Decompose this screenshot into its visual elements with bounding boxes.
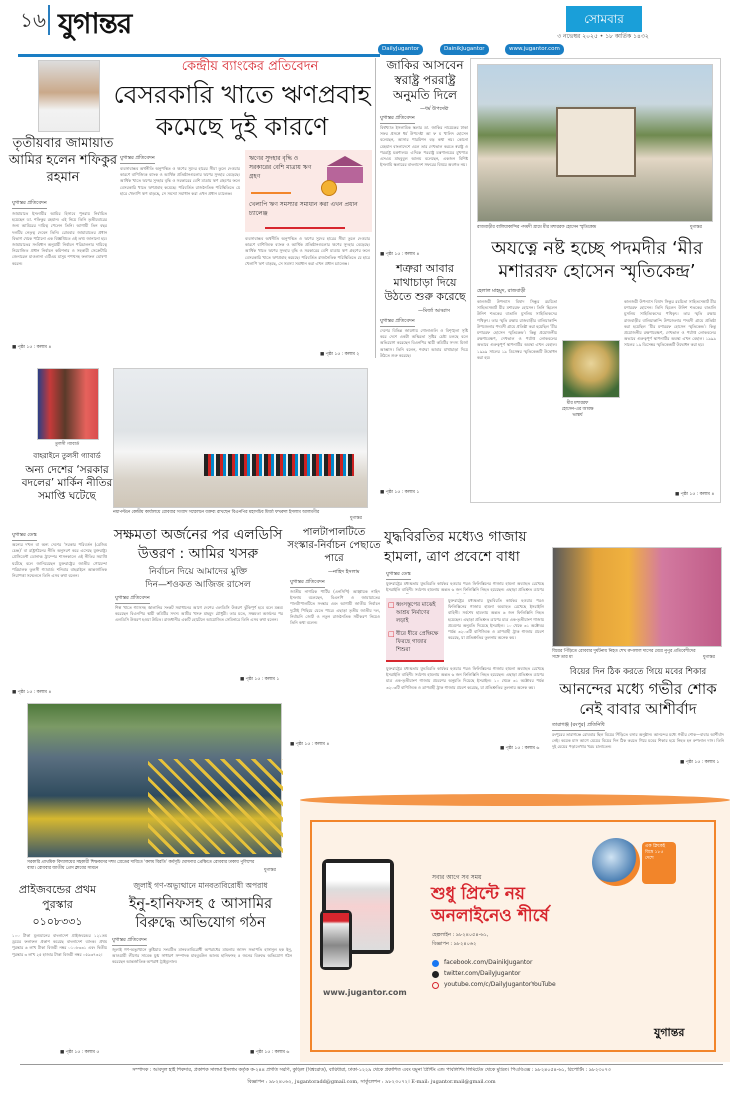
tulsi-photo-caption: তুলসী গ্যাবার্ড — [55, 442, 79, 447]
palta-continued[interactable]: ■ পৃষ্ঠা ১৫ : কলাম ৪ — [290, 742, 330, 747]
gate-structure — [556, 107, 636, 177]
prizebond-body: ১০০ টাকা মূল্যমানের বাংলাদেশ প্রাইজবন্ডের ১২১তম ড্রয়ের ফলাফল প্রকাশ করেছে বাংলাদেশ ব্যাংক। প্রথম পুরস্কার ৬ লাখ টাকা বিজয়ী নম্বর ০১০৮৩৩১ এবং দ্বিতীয় পুরস্কার ৩ লাখ ২৫ হাজার টাকা বিজয়ী নম্বর ০৫৯৩৭৩২। — [12, 933, 107, 957]
zakir-body: বিশ্বখ্যাত ইসলামিক স্কলার ডা. জাকির নায়েকের ঢাকা সফর প্রসঙ্গে ধর্ম উপদেষ্টা আ ফ ম খালিদ হোসেন বলেছেন, আসার পারমিশন বড় কথা নয়। কোনো মেহমান বাংলাদেশে এলে তার দেখভাল করতে স্বরাষ্ট্র ও পররাষ্ট্র মন্ত্রণালয়। এদিকে পররাষ্ট্র মন্ত্রণালয়ের মুখপাত্র এসএম মাহবুবুল আলম বলেছেন, একজন বিশিষ্ট ইসলামি স্কলারের বাংলাদেশ সফরের বিষয়ে অবগত নয়। — [380, 125, 468, 168]
gaza-byline: যুগান্তর ডেস্ক — [386, 571, 411, 580]
inu-kicker: জুলাই গণ-অভ্যুত্থানে মানবতাবিরোধী অপরাধ — [133, 881, 268, 890]
bullet-icon: □ — [388, 630, 395, 638]
bride-kicker: বিয়ের দিন ঠিক করতে গিয়ে মবের শিকার — [569, 667, 707, 677]
gaza-continued[interactable]: ■ পৃষ্ঠা ১৫ : কলাম ৬ — [500, 746, 540, 751]
zakir-headline: জাকির আসবেন স্বরাষ্ট্র পররাষ্ট্র অনুমতি দিলে — [386, 58, 464, 102]
inu-continued[interactable]: ■ পৃষ্ঠা ১৫ : কলাম ৬ — [250, 1050, 290, 1055]
ad-globe-badge: এক ক্লিকেই বিশ্বে ১৮৫ দেশে — [642, 842, 676, 884]
shotru-body: দেশের বিভিন্ন জায়গায় গোলাগুলি ও বিশৃঙ্খলা সৃষ্টি করে দেশে একটা অস্থিরতা সৃষ্টির চেষ্টা চলছে বলে অভিযোগ করেছেন বিএনপির স্থায়ী কমিটির সদস্য মির্জা আব্বাস। তিনি বলেন, শত্রুরা আবার মাথাচাড়া দিয়ে উঠতে শুরু করেছে। — [380, 328, 468, 358]
social-website[interactable]: www.jugantor.com — [505, 44, 564, 55]
photo-mir-bust — [562, 340, 620, 398]
mir-headline-1: অযত্নে নষ্ট হচ্ছে পদমদীর ‘মীর — [491, 238, 703, 259]
mir-continued[interactable]: ■ পৃষ্ঠা ১৫ : কলাম ৪ — [675, 492, 715, 497]
bank-body-col2: ব্যবসাবান্ধব অর্থনীতি অনুপস্থিত ও ঋণের সুদের হারের সীমা তুলে দেওয়ার কারণে বাণিজ্যিক ব্যাংক ও আর্থিক প্রতিষ্ঠানগুলোর ঋণের সুদহার বেড়েছে। আর্থিক খাতে ঋণের সুদহার বৃদ্ধি ও সরকারের বেশি মাত্রায় ঋণ গ্রহণের ফলে বেসরকারি খাতে ঋণপ্রবাহ কমেছে। পরিবর্তিত রাজনৈতিক পরিস্থিতিতে যে হারে খেলাপি ঋণ বাড়ছে, সে সমস্যা সমাধান করা এখন প্রধান চ্যালেঞ্জ। — [245, 236, 370, 266]
bank-headline-2: কমেছে দুই কারণে — [155, 112, 329, 141]
jamaat-continued[interactable]: ■ পৃষ্ঠা ১৫ : কলাম ৪ — [12, 345, 52, 350]
shotru-headline: শত্রুরা আবার মাথাচাড়া দিয়ে উঠতে শুরু করেছে — [384, 262, 466, 303]
ldc-subhead-2: দিন—শওকত আজিজ রাসেল — [145, 580, 251, 590]
microphones — [204, 454, 354, 476]
palta-attribution: —নাহিদ ইসলাম — [328, 569, 360, 575]
photo-bride-family — [552, 547, 722, 647]
zakir-attribution: —ধর্ম উপদেষ্টা — [420, 106, 449, 112]
bride-photo-caption: বিয়ের পিঁড়িতে রোববার দুর্ঘটনায় নিহত শেখ রুপলাল দাসের মেয়ে নুপুর প্রতিবেশীদের সঙ্গে তার মা — [552, 649, 696, 660]
shotru-continued[interactable]: ■ পৃষ্ঠা ১৫ : কলাম ১ — [380, 490, 420, 495]
mir-headline-2: মশাররফ হোসেন স্মৃতিকেন্দ্র’ — [498, 261, 696, 282]
bank-headline-1: বেসরকারি খাতে ঋণপ্রবাহ — [113, 80, 371, 109]
gaza-lead: যুক্তরাষ্ট্রের মধ্যস্থতায় যুদ্ধবিরতি কার্যকর হওয়ার পরও ফিলিস্তিনের গাজায় হামলা অব্যাহত রেখেছে ইসরাইলি বাহিনী। সর্বশেষ হামলায় অন্তত ৬ জন ফিলিস্তিনি নিহত হয়েছেন। এছাড়া প্রতিশ্রুত ত্রাণের — [386, 581, 544, 593]
facebook-icon — [432, 960, 439, 967]
police-photo-credit: যুগান্তর — [264, 868, 276, 873]
infobox-divider — [251, 192, 291, 194]
inu-headline-1: ইনু-হানিফসহ ৫ আসামির — [128, 896, 273, 912]
bride-byline: তারাগঞ্জ (রংপুর) প্রতিনিধি — [552, 722, 605, 731]
shotru-byline: যুগান্তর প্রতিবেদন — [380, 318, 415, 327]
ldc-headline-2: উত্তরণ : আমির খসরু — [137, 546, 259, 562]
ldc-headline-1: সক্ষমতা অর্জনের পর এলডিসি — [113, 527, 283, 543]
bank-kicker: কেন্দ্রীয় ব্যাংকের প্রতিবেদন — [181, 59, 319, 74]
mir-body-col2: কালজয়ী উপন্যাস বিষাদ সিন্ধুর রচয়িতা সাহিত্যসম্রাট মীর মশাররফ হোসেন। তিনি ছিলেন উনিশ শতকের বাঙালি মুসলিম সাহিত্যিকদের পথিকৃৎ। তার স্মৃতি রক্ষায় রাজবাড়ীর বালিয়াকান্দি উপজেলার পদমদী গ্রামে প্রতিষ্ঠা করা হয়েছিল ‘মীর মশাররফ হোসেন স্মৃতিকেন্দ্র’। কিন্তু প্রয়োজনীয় রক্ষণাবেক্ষণ, দেখভাল ও পর্যাপ্ত লোকবলের অভাবে গুরুত্বপূর্ণ স্থাপনাটির অবস্থা এখন বেহাল। ১৯৯৯ সালের ১৯ ডিসেম্বর স্মৃতিকেন্দ্রটি উদ্বোধন করা হয়। — [624, 299, 716, 348]
bullet-icon: □ — [388, 601, 395, 609]
masthead-rule — [18, 54, 380, 57]
prizebond-title: প্রাইজবন্ডের প্রথম পুরস্কার — [18, 883, 97, 911]
ad-advert-phone: বিজ্ঞাপন : ৯৮২৪০৬২ — [432, 941, 477, 947]
ad-youtube-link[interactable]: youtube.com/c/DailyJugantorYouTube — [444, 981, 556, 988]
bride-headline-2: নেই বাবার আশীর্বাদ — [579, 700, 697, 718]
ad-facebook-link[interactable]: facebook.com/DainikJugantor — [444, 959, 533, 966]
phone-image — [320, 910, 352, 970]
jamaat-byline: যুগান্তর প্রতিবেদন — [12, 200, 47, 209]
photo-shafiqur-rahman — [38, 60, 100, 132]
infobox-underline — [265, 227, 345, 229]
ldc-body: শিল্প খাতে গ্যাসসহ জ্বালানির সংকট সমাধানের আগে দেশের এলডিসি উত্তরণ ঝুঁকিপূর্ণ হবে বলে মন্তব্য করেছেন বিএনপির স্থায়ী কমিটির সদস্য আমীর খসরু মাহমুদ চৌধুরী। তার মতে, সক্ষমতা অর্জনের পর এলডিসি উত্তরণ হওয়া উচিত। রাজধানীর একটি হোটেলে আয়োজিত সেমিনারে তিনি এসব কথা বলেন। — [115, 605, 283, 623]
jugantor-online-ad[interactable] — [300, 800, 730, 1062]
ad-headline-2: অনলাইনেও শীর্ষে — [431, 906, 549, 926]
gaza-box-item-1[interactable]: ধ্বংসস্তূপের মাঝেই আশ্রয় নির্মাণের লড়াই — [396, 602, 436, 624]
day-banner: সোমবার — [566, 6, 642, 32]
mir-photo-caption: রাজবাড়ীর বালিয়াকান্দির পদমদী গ্রামে মীর মশাররফ হোসেন স্মৃতিকেন্দ্র — [477, 225, 597, 230]
palta-body: জাতীয় নাগরিক পার্টির (এনসিপি) আহ্বায়ক নাহিদ ইসলাম বলেছেন, বিএনপি ও জামায়াতের পালটাপালটিতে সংস্কার এবং আগামী জাতীয় নির্বাচন দুটোই পিছিয়ে যেতে পারে। এছাড়া তৃতীয় জাতীয় দল, নির্বাচনি জোট ও নতুন রাজনৈতিক সমীকরণ নিয়েও তিনি কথা বলেন। — [290, 589, 380, 626]
footer-imprint-line1: সম্পাদক : আবদুল হাই শিকদার, প্রকাশক সালমা ইসলাম কর্তৃক ক-২৪৪ প্রগতি সরণি, কুড়িল (বিশ্বরোড), বারিধারা, ঢাকা-১২২৯ থেকে প্রকাশিত এবং যমুনা প্রিন্টিং এন্ড পাবলিশিং লিমিটেড থেকে মুদ্রিত। পিএবিএক্স : ৯৮২৪০৫৪-৬১, রিপোর্টিং : ৯৮২৩০৭৩ — [132, 1068, 611, 1073]
page-number: ১৬ — [20, 8, 46, 32]
bank-infobox — [245, 150, 372, 232]
bank-byline: যুগান্তর প্রতিবেদন — [120, 155, 155, 164]
gaza-sidebox — [386, 598, 444, 662]
globe-icon — [592, 838, 640, 886]
social-facebook-daily[interactable]: DailyJugantor — [378, 44, 423, 55]
bride-body: রংপুরের তারাগঞ্জে রোববার ছিল বিয়ের পিঁড়িতে বসার অনুষ্ঠান। আনন্দের মধ্যে গভীর শোক—বাবার আশীর্বাদ নেই। কয়েক মাস আগে মেয়ের বিয়ের দিন ঠিক করতে গিয়ে মবের শিকার হয়ে নিহত হন রুপলাল দাস। তিনি দুই মেয়ের পড়ালেখার খরচ চালাতেন। — [552, 732, 724, 750]
inu-body: জুলাই গণ-অভ্যুত্থানে কুষ্টিয়ায় সংঘটিত মানবতাবিরোধী অপরাধের মামলায় জাসদ সভাপতি হাসানুল হক ইনু, আওয়ামী লীগের সাবেক যুগ্ম সাধারণ সম্পাদক মাহবুবউল আলম হানিফসহ ৫ জনের বিরুদ্ধে অভিযোগ গঠন করেছেন আন্তর্জাতিক অপরাধ ট্রাইব্যুনাল। — [112, 947, 292, 965]
mir-photo-credit: যুগান্তর — [690, 225, 702, 230]
prizebond-number: ০১০৮৩৩১ — [32, 915, 83, 928]
inu-byline: যুগান্তর প্রতিবেদন — [112, 937, 147, 946]
ad-tagline: সবার আগে সব সময় — [432, 874, 482, 881]
gaza-body-bottom: যুক্তরাষ্ট্রের মধ্যস্থতায় যুদ্ধবিরতি কার্যকর হওয়ার পরও ফিলিস্তিনের গাজায় হামলা অব্যাহত রেখেছে ইসরাইলি বাহিনী। সর্বশেষ হামলায় অন্তত ৬ জন ফিলিস্তিনি নিহত হয়েছেন। এছাড়া প্রতিশ্রুত ত্রাণের মাত্র এক-তৃতীয়াংশ গাজায় প্রবেশের অনুমতি দিয়েছে ইসরাইল। ১০ থেকে ৩১ অক্টোবর পর্যন্ত ৩২০৩টি বাণিজ্যিক ও ত্রাণবাহী ট্রাক গাজায় প্রবেশ করেছে, যা প্রতিশ্রুতির তুলনায় অনেক কম। — [386, 666, 544, 690]
palta-headline: পালটাপালটিতে সংস্কার-নির্বাচন পেছাতে পারে — [287, 527, 381, 564]
mir-byline: হেলাল মাহমুদ, রাজবাড়ী — [477, 288, 526, 297]
zakir-byline: যুগান্তর প্রতিবেদন — [380, 115, 415, 124]
youtube-icon — [432, 982, 439, 989]
tulsi-byline: যুগান্তর ডেস্ক — [12, 532, 37, 541]
photo-police-barricade — [27, 703, 282, 858]
mir-bust-caption: মীর মশাররফ হোসেন-এর আবক্ষ ভাস্কর্য — [561, 401, 594, 418]
bride-headline-1: আনন্দের মধ্যে গভীর শোক — [559, 680, 717, 698]
ad-swoosh — [300, 794, 730, 806]
photo-tulsi-gabbard — [37, 368, 99, 440]
gaza-box-item-2[interactable]: ধীরে ধীরে প্রেক্ষিক্ষে ফিরছে গাজার শিশুরা — [396, 631, 439, 653]
ldc-subhead-1: নির্বাচন দিয়ে আমাদের মুক্তি — [148, 567, 248, 577]
gaza-headline-2: হামলা, ত্রাণ প্রবেশে বাধা — [384, 549, 520, 565]
jamaat-body: জামায়াতে ইসলামীর আমির হিসাবে পুনরায় নির্বাচিত হয়েছেন ডা. শফিকুর রহমান। এই নিয়ে তিনি তৃতীয়বারের জন্য আমিরের দায়িত্ব পেলেন তিনি। আগামী তিন বছর দলটির নেতৃত্ব দেবেন তিনি। রোববার জামায়াতের প্রধান বিভাগ থেকে পাঠানো এক বিজ্ঞপ্তিতে এই তথ্য জানানো হয়। জামায়াতের সংবিধান অনুযায়ী নির্বাচন পরিচালনার দায়িত্বে নিয়োজিত প্রধান নির্বাচন কমিশনার ও সহকারী সেক্রেটারি জেনারেল মাওলানা এটিএম মাসুম শপথসহ ফলাফল ঘোষণা করেন। — [12, 211, 107, 266]
tulsi-body: অন্যের দখল বা অন্য দেশের ‘সরকার পরিবর্তন (রেজিম চেঞ্জ)’ বা রাষ্ট্রগঠনের নীতি অনুসরণ করে এসেছে যুক্তরাষ্ট্র। প্রেসিডেন্ট ডোনাল্ড ট্রাম্পের শাসনকালে এই নীতির সমাপ্তি ঘটেছে বলে জানিয়েছেন যুক্তরাষ্ট্রের জাতীয় গোয়েন্দা পরিচালক তুলসী গ্যাবার্ড। শনিবার বাহরাইনে আন্তর্জাতিক নিরাপত্তা সম্মেলনে তিনি এসব কথা বলেন। — [12, 542, 107, 579]
bride-continued[interactable]: ■ পৃষ্ঠা ১৫ : কলাম ১ — [680, 760, 720, 765]
bank-building-icon — [327, 156, 363, 190]
bank-continued[interactable]: ■ পৃষ্ঠা ১৫ : কলাম ২ — [320, 352, 360, 357]
photo-memorial-gate — [477, 64, 713, 222]
infobox-point-1: ঋণের সুদহার বৃদ্ধি ও সরকারের বেশি মাত্রায় ঋণ গ্রহণ — [249, 155, 312, 180]
barricade — [148, 759, 283, 854]
social-facebook-dainik[interactable]: DainikJugantor — [440, 44, 489, 55]
bride-photo-credit: যুগান্তর — [703, 655, 715, 660]
infobox-point-2: খেলাপি ঋণ সমস্যার সমাধান করা এখন প্রধান চ্যালেঞ্জ — [249, 201, 358, 217]
ad-headline-1: শুধু প্রিন্টে নয় — [431, 884, 525, 904]
bank-body-col1: ব্যবসাবান্ধব অর্থনীতি অনুপস্থিত ও ঋণের সুদের হারের সীমা তুলে দেওয়ার কারণে বাণিজ্যিক ব্যাংক ও আর্থিক প্রতিষ্ঠানগুলোর ঋণের সুদহার বেড়েছে। আর্থিক খাতে ঋণের সুদহার বৃদ্ধি ও সরকারের বেশি মাত্রায় ঋণ গ্রহণের ফলে বেসরকারি খাতে ঋণপ্রবাহ কমেছে। পরিবর্তিত রাজনৈতিক পরিস্থিতিতে যে হারে খেলাপি ঋণ বাড়ছে, সে সমস্যা সমাধান করা এখন প্রধান চ্যালেঞ্জ। — [120, 166, 240, 196]
tulsi-continued[interactable]: ■ পৃষ্ঠা ১৫ : কলাম ৪ — [12, 690, 52, 695]
mir-body-col1: কালজয়ী উপন্যাস বিষাদ সিন্ধুর রচয়িতা সাহিত্যসম্রাট মীর মশাররফ হোসেন। তিনি ছিলেন উনিশ শতকের বাঙালি মুসলিম সাহিত্যিকদের পথিকৃৎ। তার স্মৃতি রক্ষায় রাজবাড়ীর বালিয়াকান্দি উপজেলার পদমদী গ্রামে প্রতিষ্ঠা করা হয়েছিল ‘মীর মশাররফ হোসেন স্মৃতিকেন্দ্র’। কিন্তু প্রয়োজনীয় রক্ষণাবেক্ষণ, দেখভাল ও পর্যাপ্ত লোকবলের অভাবে গুরুত্বপূর্ণ স্থাপনাটির অবস্থা এখন বেহাল। ১৯৯৯ সালের ১৯ ডিসেম্বর স্মৃতিকেন্দ্রটি উদ্বোধন করা হয়। — [477, 299, 557, 360]
jamaat-headline: তৃতীয়বার জামায়াত আমির হলেন শফিকুর রহমান — [8, 136, 118, 185]
photo-bnp-press-conference — [113, 368, 368, 508]
prizebond-continued[interactable]: ■ পৃষ্ঠা ১৫ : কলাম ৫ — [60, 1050, 100, 1055]
bnp-photo-credit: যুগান্তর — [350, 516, 362, 521]
footer-imprint-line2: বিজ্ঞাপন : ৯৮২৪০৬২, jugantoradd@gmail.com, সার্কুলেশন : ৯৮২৩০৭২। E-mail: jugantor.mail@gmail.com — [247, 1079, 496, 1085]
palta-byline: যুগান্তর প্রতিবেদন — [290, 579, 325, 588]
bnp-photo-caption: নয়াপল্টনে কেন্দ্রীয় কার্যালয়ে রোববার সংবাদ সম্মেলনে বক্তব্য রাখছেন বিএনপির মহাসচিব মির্জা ফখরুল ইসলাম আলমগীর — [113, 510, 320, 515]
masthead-logo: যুগান্তর — [58, 7, 132, 40]
tulsi-kicker: বাহরাইনে তুলসী গ্যাবার্ড — [33, 452, 101, 460]
shotru-attribution: —মির্জা আব্বাস — [418, 308, 450, 314]
ad-twitter-link[interactable]: twitter.com/DailyJugantor — [444, 970, 521, 977]
masthead-divider — [48, 5, 50, 35]
police-photo-caption: সরকারি প্রাথমিক বিদ্যালয়ের সহকারী শিক্ষকদের দশম গ্রেডের দাবিতে ‘কলম বিরতি’ কর্মসূচি ঘোষণার প্রেক্ষিতে রোববার ঢাকায় পুলিশের বাধা। রোববার জাতীয় প্রেস ক্লাবের সামনে — [27, 860, 255, 871]
gaza-headline-1: যুদ্ধবিরতির মধ্যেও গাজায় — [384, 529, 527, 545]
ad-website[interactable]: www.jugantor.com — [323, 988, 407, 997]
ad-hotline: হেল্পলাইন : ৯৮২৪০৫৪-৬১, — [432, 932, 489, 938]
ad-logo: যুগান্তর — [650, 1026, 688, 1040]
column-divider — [375, 58, 376, 358]
zakir-continued[interactable]: ■ পৃষ্ঠা ১৫ : কলাম ৪ — [380, 252, 420, 257]
ldc-byline: যুগান্তর প্রতিবেদন — [115, 595, 150, 604]
ldc-continued[interactable]: ■ পৃষ্ঠা ১৫ : কলাম ১ — [240, 677, 280, 682]
footer-rule — [20, 1064, 723, 1065]
date-line: ৩ নভেম্বর ২০২৫ • ১৮ কার্তিক ১৪৩২ — [557, 33, 649, 40]
gaza-body-col: যুক্তরাষ্ট্রের মধ্যস্থতায় যুদ্ধবিরতি কার্যকর হওয়ার পরও ফিলিস্তিনের গাজায় হামলা অব্যাহত রেখেছে ইসরাইলি বাহিনী। সর্বশেষ হামলায় অন্তত ৬ জন ফিলিস্তিনি নিহত হয়েছেন। এছাড়া প্রতিশ্রুত ত্রাণের মাত্র এক-তৃতীয়াংশ গাজায় প্রবেশের অনুমতি দিয়েছে ইসরাইল। ১০ থেকে ৩১ অক্টোবর পর্যন্ত ৩২০৩টি বাণিজ্যিক ও ত্রাণবাহী ট্রাক গাজায় প্রবেশ করেছে, যা প্রতিশ্রুতির তুলনায় অনেক কম। — [448, 598, 544, 641]
tulsi-headline: অন্য দেশের ‘সরকার বদলের’ মার্কিন নীতির সমাপ্তি ঘটেছে — [21, 464, 113, 502]
inu-headline-2: বিরুদ্ধে অভিযোগ গঠন — [135, 915, 266, 931]
x-twitter-icon — [432, 971, 439, 978]
